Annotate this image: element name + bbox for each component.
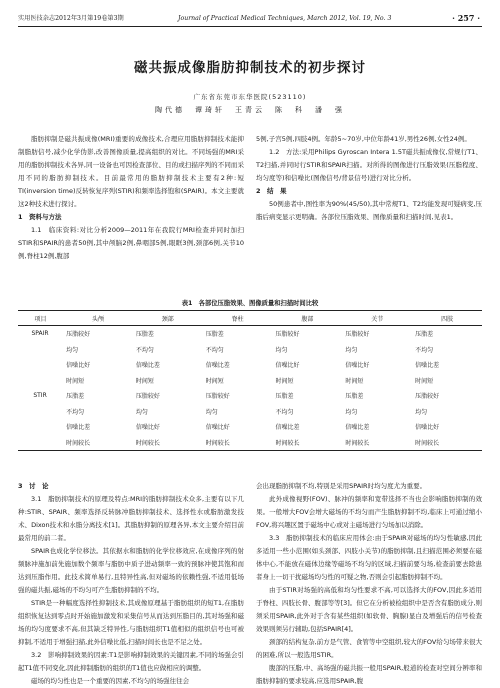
results-table: [18, 310, 482, 451]
table-cell: 信噪比好: [66, 362, 91, 370]
table-cell: 压脂较好: [135, 393, 160, 401]
table-cell: 信噪比差: [66, 424, 91, 432]
stir-paragraph: STIR是一种幅度选择性抑制技术,其成像原理基于脂肪组织的短T1,在脂肪组织恢复达到零点时开始施加激发和采集信号从而达到压脂目的,其对场强和磁场的均匀度要求不高,但其缺乏特异性,与脂肪组织T1值相似的组织信号也可被抑制,不适用于增强扫描,此外信噪比低,扫描时间长也是不足之处。: [18, 599, 244, 646]
table-cell: 压脂较好: [205, 393, 230, 401]
table-header-cell: 关节: [342, 311, 412, 326]
neck-paragraph: 颈部的结构复杂,前方是气管、食管等中空组织,较大的FOV给匀场带来很大的困难,所以一般选用STIR。: [256, 638, 482, 659]
table-cell: 信噪比差: [275, 424, 300, 432]
table-header-cell: 脊柱: [203, 311, 273, 326]
table-cell: 时间短: [205, 377, 224, 385]
table-cell: 压脂差: [275, 393, 294, 401]
table-header-cell: 四肢: [412, 311, 482, 326]
table-cell: 均匀: [345, 408, 358, 416]
clinical-data-continued: 5例,子宫5例,四肢4例。年龄5~70岁,中位年龄41岁,男性26例,女性24例。: [256, 135, 471, 143]
table-row: [18, 388, 482, 404]
table-cell: 时间较长: [205, 439, 230, 447]
table-row: [18, 357, 482, 373]
author-list: 陶代德 谭琦轩 王青云 陈 科 潘 强: [155, 106, 345, 114]
table-cell: 压脂差: [345, 393, 364, 401]
table-cell: 不均匀: [135, 346, 154, 354]
table-cell: 压脂较好: [345, 331, 370, 339]
article-title: 磁共振成像脂肪抑制技术的初步探讨: [134, 60, 366, 76]
section-heading-discussion: 3 讨 论: [18, 482, 49, 490]
journal-name-cn: 实用医技杂志2012年3月第19卷第3期: [18, 15, 124, 22]
table-cell: 时间短: [415, 377, 434, 385]
column-1-upper: [18, 133, 244, 290]
table-cell: 压脂较好: [415, 393, 440, 401]
table-cell: 不均匀: [205, 346, 224, 354]
table-cell: 时间较长: [66, 439, 91, 447]
table-cell: 信噪比差: [135, 362, 160, 370]
table-cell: SPAIR: [31, 330, 49, 338]
table-header-cell: 腹部: [273, 311, 343, 326]
table-cell: STIR: [33, 392, 47, 400]
table-cell: 信噪比差: [345, 424, 370, 432]
page-number: · 257 ·: [452, 13, 480, 23]
table-cell: 信噪比好: [345, 362, 370, 370]
table-cell: 时间较长: [345, 439, 370, 447]
principle-paragraph: 3.1 脂肪抑制技术的原理及特点:MRI的脂肪抑制技术众多,主要有以下几种:STIR、SPAIR、频率选择反转脉冲脂肪抑制技术、选择性水或脂肪激发技术、Dixon技术和水脂分离技术[1]。其脂肪抑制的原理各异,本文主要介绍目前最常用的前二者。: [18, 495, 244, 542]
table-cell: 均匀: [66, 346, 79, 354]
table-cell: 不均匀: [66, 408, 85, 416]
intro-paragraph: 脂肪抑制是磁共振成像(MRI)重要的成像技术,合理应用脂肪抑制技术能抑制脂肪信号,减少化学伪影,改善图像质量,提高组织的对比。不同场强的MRI采用的脂肪抑制技术各异,同一设备也可因检查部位、目的或扫描序列的不同而采用不同的脂肪抑制技术。目前最常用的脂肪抑制技术主要有2种:短TI(inversion time)反转恢复序列(STIR)和频率选择饱和(SPAIR)。本文主要就这2种技术进行探讨。: [18, 135, 244, 208]
table-cell: 时间较长: [135, 439, 160, 447]
table-caption: 表1 各部位压脂效果、图像质量和扫描时间比较: [181, 300, 319, 307]
table-cell: 时间短: [135, 377, 154, 385]
table-cell: 信噪比好: [135, 424, 160, 432]
abdomen-paragraph: 腹部的压脂,中、高场强的磁共振一般用SPAIR,般道的检查对空间分辨率和脂肪抑制的要求较高,应选用SPAIR,腹: [256, 664, 482, 685]
table-row: [18, 373, 482, 389]
table-cell: 时间较长: [275, 439, 300, 447]
table-header-cell: 头颅: [63, 311, 133, 326]
table-cell: 压脂差: [205, 331, 224, 339]
results-paragraph: 50例患者中,图性率为90%(45/50),其中常规T1、T2均能发现可疑病变,压脂后病变显示更明确。各部位压脂效果、图像质量和扫描时间,见表1。: [256, 200, 482, 221]
table-cell: [18, 342, 63, 358]
table-cell: [18, 357, 63, 373]
column-2-upper: [256, 133, 482, 290]
table-cell: 时间较长: [415, 439, 440, 447]
clinical-experience-paragraph: 3.3 脂肪抑制技术的临床应用体会:由于SPAIR对磁场的均匀性敏感,因此多适用一些小范围(如头颈部、四肢小关节)的脂肪抑制,且扫描范围必须要在磁体中心,不能放在磁体边缘等磁场不均匀的区域,扫描前要匀场,检查前要去除患者身上一切干扰磁场均匀性的可疑之物,否则会引起脂肪抑制不均。: [256, 534, 482, 581]
table-cell: [18, 373, 63, 389]
column-1-lower: [18, 480, 244, 685]
stir-application-paragraph: 由于STIR对场强的高低和均匀性要求不高,可以选择大的FOV,因此多适用于脊柱、四肢长骨、腹部等等[3]。但它在分析被检组织中是否含有脂肪成分,则须采用SPAIR,此外对于含有某些组织(如软骨、胸腺)显白及增强后的信号检查效果则须另行辅助,包括SPAIR[4]。: [256, 586, 482, 633]
table-cell: 信噪比差: [205, 362, 230, 370]
table-header-row: [18, 311, 482, 326]
spair-paragraph: SPAIR也成化学位移法。其依据水和脂肪的化学位移效应,在成像序列的射频脉冲施加前先施加数个频率与脂肪中质子进动频率一致的预脉冲使其饱和而达到压脂作用。此技术简单易行,且特异性高,但对磁场的依赖性强,不适用低场强的磁共振,磁场的不均匀可产生脂肪抑制的不均。: [18, 547, 244, 594]
uniformity-continued: 会出现脂肪抑制不均,特别是采用SPAIR时均匀度尤为重要。: [256, 482, 427, 490]
table-cell: [18, 419, 63, 435]
methods-paragraph: 1.2 方法:采用Philips Gyroscan Intera 1.5T磁共振成像仪,常规行T1、T2扫描,并同时行STIR和SPAIR扫描。对所得的图像进行压脂效果(压脂程度、均匀度等)和信噪比(图像信号/背景信号)进行对比分析。: [256, 148, 482, 182]
table-cell: 压脂差: [66, 393, 85, 401]
column-2-lower: [256, 480, 482, 685]
section-heading-materials: 1 资料与方法: [18, 213, 62, 221]
table-cell: 压脂较好: [275, 331, 300, 339]
table-cell: 信噪比差: [415, 362, 440, 370]
table-cell: [18, 435, 63, 451]
clinical-data-paragraph: 1.1 临床资料:对比分析2009—2011年在我院行MRI检查并同时加扫STIR和SPAIR的患者50例,其中颅脑2例,鼻咽部5例,眼眶3例,颈部6例,关节10例,脊柱12例,腹部: [18, 226, 244, 260]
table-cell: 不均匀: [415, 346, 434, 354]
table-cell: 压脂较好: [66, 331, 91, 339]
table-cell: 时间短: [345, 377, 364, 385]
table-cell: 信噪比好: [415, 424, 440, 432]
field-uniformity-paragraph: 磁场的均匀性也是一个重要的因素,不均匀的场强往往会: [31, 677, 190, 685]
table-row: [18, 419, 482, 435]
section-heading-results: 2 结 果: [256, 187, 287, 195]
table-cell: 时间短: [275, 377, 294, 385]
table-cell: 均匀: [275, 346, 288, 354]
table-cell: 信噪比好: [275, 362, 300, 370]
table-cell: 压脂差: [135, 331, 154, 339]
table-cell: 均匀: [135, 408, 148, 416]
table-row: [18, 342, 482, 358]
running-header: [18, 10, 482, 27]
table-cell: [18, 404, 63, 420]
table-cell: 均匀: [415, 408, 428, 416]
table-row: [18, 404, 482, 420]
table-cell: 压脂差: [415, 331, 434, 339]
factors-paragraph: 3.2 影响抑制效果的因素:T1是影响抑制效果的关键因素,不同的场强会引起T1值不同变化,因此抑制脂肪的组织的T1值也应做相应的调整。: [18, 651, 244, 672]
fov-paragraph: 此外成像视野(FOV)、脉冲的频率和宽带选择不当也会影响脂肪抑制的效果。一般增大FOV会增大磁场的不均匀而产生脂肪抑制不均,临床上可通过缩小FOV,将兴趣区置于磁场中心或对主磁场进行匀场加以消除。: [256, 495, 482, 529]
author-affiliation: 广东省东莞市东华医院(523110): [193, 93, 307, 101]
journal-name-en: Journal of Practical Medical Techniques, March 2012, Vol. 19, No. 3: [178, 15, 392, 22]
table-cell: 信噪比好: [205, 424, 230, 432]
table-row: [18, 435, 482, 451]
table-cell: 不均匀: [275, 408, 294, 416]
table-header-cell: 项目: [18, 311, 63, 326]
table-cell: 均匀: [205, 408, 218, 416]
journal-page: [18, 10, 482, 685]
table-cell: 均匀: [345, 346, 358, 354]
table-cell: 时间短: [66, 377, 85, 385]
table-header-cell: 颈部: [133, 311, 203, 326]
table-row: [18, 326, 482, 342]
